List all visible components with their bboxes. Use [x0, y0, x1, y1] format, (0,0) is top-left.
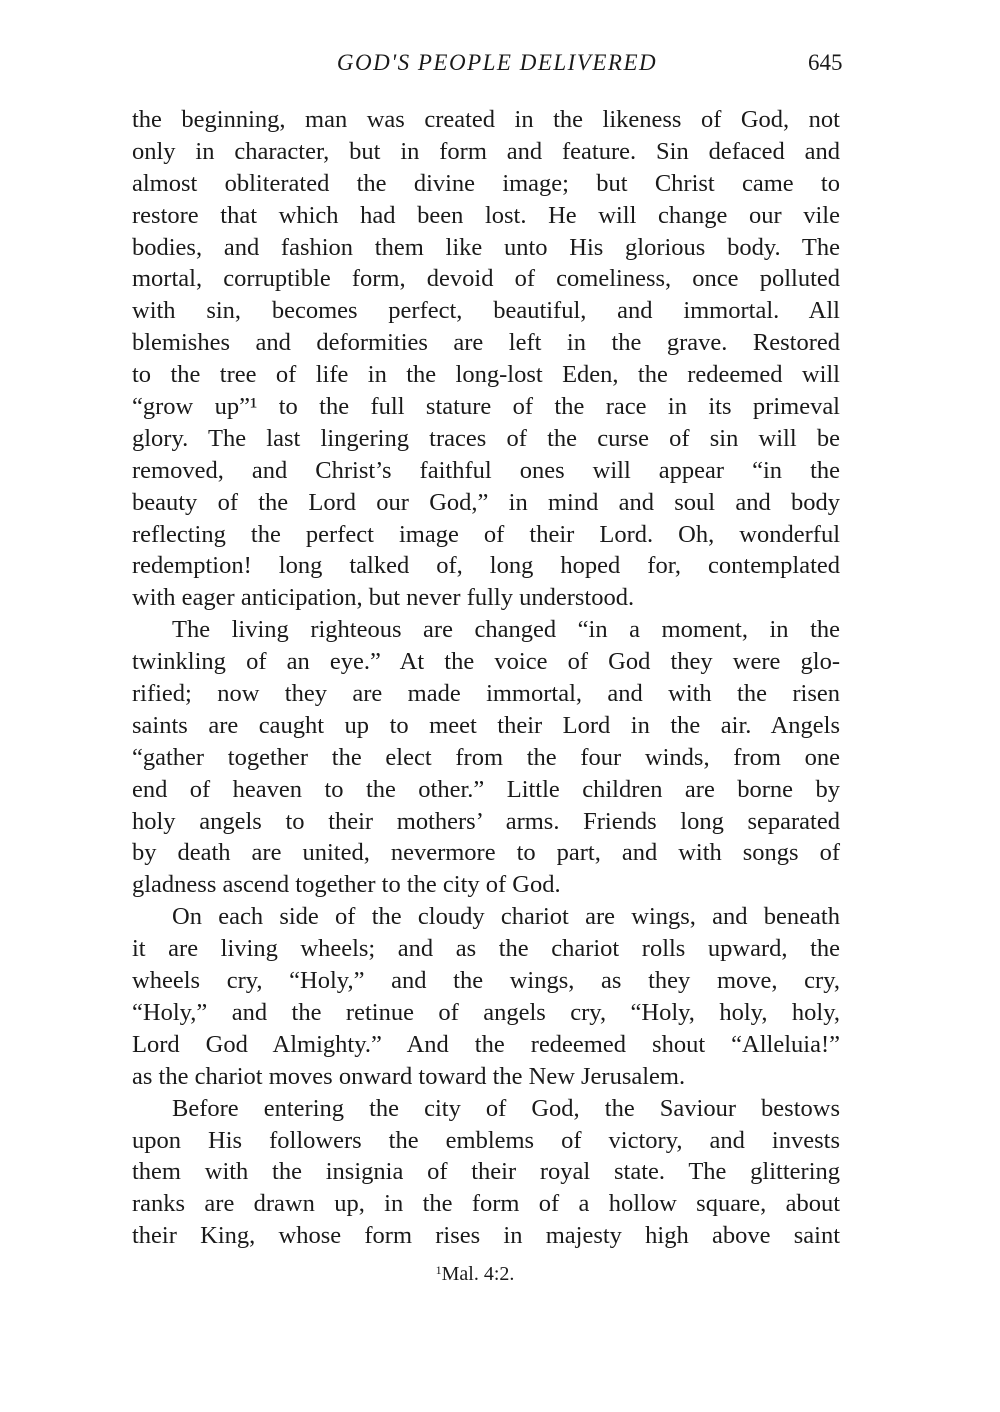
text-line: Before entering the city of God, the Saviour bestows [172, 1094, 840, 1122]
text-line: almost obliterated the divine image; but Christ came to [132, 169, 840, 197]
text-line: wheels cry, “Holy,” and the wings, as they move, cry, [132, 967, 840, 995]
text-line: saints are caught up to meet their Lord in the air. Angels [132, 711, 840, 739]
text-line: end of heaven to the other.” Little children are borne by [132, 775, 840, 803]
text-line: by death are united, nevermore to part, and with songs of [132, 839, 840, 867]
page-number: 645 [808, 50, 843, 75]
text-line: glory. The last lingering traces of the curse of sin will be [132, 424, 840, 452]
text-line: On each side of the cloudy chariot are wings, and beneath [172, 903, 840, 931]
text-line: “grow up”¹ to the full stature of the race in its primeval [132, 393, 840, 421]
text-line: with sin, becomes perfect, beautiful, and immortal. All [132, 297, 840, 325]
text-line: reflecting the perfect image of their Lord. Oh, wonderful [132, 520, 840, 548]
text-line: Lord God Almighty.” And the redeemed shout “Alleluia!” [132, 1030, 840, 1058]
text-line: ranks are drawn up, in the form of a hollow square, about [132, 1190, 840, 1218]
text-line: their King, whose form rises in majesty high above saint [132, 1222, 840, 1250]
text-line: to the tree of life in the long-lost Eden, the redeemed will [132, 361, 840, 389]
text-line: them with the insignia of their royal state. The glittering [132, 1158, 840, 1186]
text-line: restore that which had been lost. He will change our vile [132, 201, 840, 229]
body-text [132, 104, 840, 1252]
text-line: beauty of the Lord our God,” in mind and soul and body [132, 488, 840, 516]
text-line: “Holy,” and the retinue of angels cry, “Holy, holy, holy, [132, 998, 840, 1026]
paragraph [132, 1093, 840, 1252]
paragraph [132, 901, 840, 1092]
footnote-marker: 1 [435, 1263, 442, 1277]
text-line: as the chariot moves onward toward the New Jerusalem. [132, 1062, 686, 1090]
paragraph [132, 104, 840, 614]
text-line: it are living wheels; and as the chariot rolls upward, the [132, 935, 840, 963]
footnote-text: Mal. 4:2. [441, 1263, 515, 1285]
text-line: gladness ascend together to the city of God. [132, 871, 561, 899]
text-line: twinkling of an eye.” At the voice of God they were glo- [132, 648, 840, 676]
text-line: removed, and Christ’s faithful ones will appear “in the [132, 456, 840, 484]
text-line: “gather together the elect from the four winds, from one [132, 743, 840, 771]
text-line: mortal, corruptible form, devoid of comeliness, once polluted [132, 265, 840, 293]
text-line: bodies, and fashion them like unto His glorious body. The [132, 233, 840, 261]
text-line: upon His followers the emblems of victory, and invests [132, 1126, 840, 1154]
paragraph [132, 614, 840, 901]
text-line: with eager anticipation, but never fully understood. [132, 584, 635, 612]
text-line: holy angels to their mothers’ arms. Friends long separated [132, 807, 840, 835]
text-line: redemption! long talked of, long hoped for, contemplated [132, 552, 840, 580]
text-line: The living righteous are changed “in a moment, in the [172, 616, 840, 644]
footnote [0, 1263, 950, 1286]
text-line: the beginning, man was created in the likeness of God, not [132, 106, 840, 133]
text-line: rified; now they are made immortal, and with the risen [132, 680, 840, 708]
text-line: only in character, but in form and feature. Sin defaced and [132, 137, 840, 165]
running-header-title: GOD'S PEOPLE DELIVERED [336, 50, 658, 75]
text-line: blemishes and deformities are left in the grave. Restored [132, 329, 840, 357]
